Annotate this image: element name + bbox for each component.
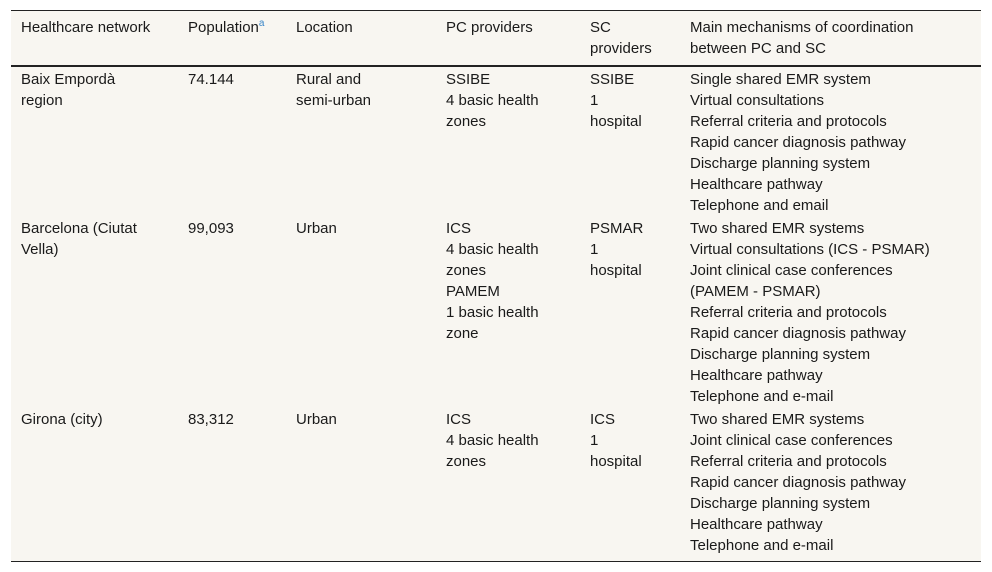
cell-location [296, 66, 446, 218]
table-header [11, 11, 981, 66]
cell-location-line: Urban [296, 220, 337, 237]
header-network-label: Healthcare network [21, 19, 151, 36]
cell-sc-providers-line: 1 [590, 241, 599, 258]
cell-mechanisms-line: Healthcare pathway [690, 516, 823, 533]
cell-pc-providers-line: zones [446, 262, 487, 279]
cell-location [296, 218, 446, 409]
cell-location [296, 409, 446, 558]
cell-population-value: 99,093 [188, 220, 234, 237]
cell-population [188, 218, 296, 409]
table-row [11, 66, 981, 218]
cell-mechanisms-line: Rapid cancer diagnosis pathway [690, 474, 906, 491]
header-location-label: Location [296, 19, 353, 36]
cell-mechanisms-line: Discharge planning system [690, 495, 871, 512]
cell-pc-providers-line: 4 basic health [446, 432, 539, 449]
header-network [11, 11, 188, 66]
table-body [11, 66, 981, 558]
cell-mechanisms-line: Referral criteria and protocols [690, 113, 887, 130]
cell-population-value: 83,312 [188, 411, 234, 428]
cell-sc-providers [590, 66, 690, 218]
header-pc-label: PC providers [446, 19, 533, 36]
cell-pc-providers-line: zone [446, 325, 479, 342]
cell-mechanisms-line: Telephone and e-mail [690, 388, 834, 405]
cell-mechanisms-line: (PAMEM - PSMAR) [690, 283, 821, 300]
cell-pc-providers-line: SSIBE [446, 71, 491, 88]
cell-mechanisms-line: Telephone and e-mail [690, 537, 834, 554]
header-population [188, 11, 296, 66]
cell-mechanisms-line: Single shared EMR system [690, 71, 871, 88]
cell-mechanisms [690, 409, 981, 558]
cell-network-line: Girona (city) [21, 411, 103, 428]
cell-pc-providers-line: zones [446, 453, 487, 470]
cell-sc-providers-line: hospital [590, 262, 642, 279]
cell-mechanisms-line: Joint clinical case conferences [690, 262, 893, 279]
header-row [11, 11, 981, 66]
header-mechanisms-label-line1: Main mechanisms of coordination [690, 19, 914, 36]
table-row [11, 409, 981, 558]
header-sc-label-line1: SC [590, 19, 611, 36]
cell-pc-providers-line: 4 basic health [446, 241, 539, 258]
header-population-label: Population [188, 19, 259, 36]
cell-mechanisms-line: Telephone and email [690, 197, 829, 214]
cell-mechanisms-line: Virtual consultations [690, 92, 824, 109]
cell-network [11, 218, 188, 409]
cell-location-line: Urban [296, 411, 337, 428]
header-mechanisms-label-line2: between PC and SC [690, 40, 826, 57]
cell-pc-providers-line: 1 basic health [446, 304, 539, 321]
cell-sc-providers-line: ICS [590, 411, 616, 428]
cell-mechanisms [690, 66, 981, 218]
cell-sc-providers-line: SSIBE [590, 71, 635, 88]
cell-pc-providers [446, 409, 590, 558]
coordination-table [11, 11, 981, 558]
header-sc-providers [590, 11, 690, 66]
header-sc-label-line2: providers [590, 40, 652, 57]
cell-pc-providers-line: PAMEM [446, 283, 500, 300]
header-mechanisms [690, 11, 981, 66]
cell-pc-providers-line: ICS [446, 220, 472, 237]
cell-mechanisms-line: Discharge planning system [690, 346, 871, 363]
cell-mechanisms-line: Healthcare pathway [690, 367, 823, 384]
cell-mechanisms-line: Virtual consultations (ICS - PSMAR) [690, 241, 930, 258]
coordination-table-container [11, 10, 981, 562]
cell-network-line: Baix Empordà [21, 71, 116, 88]
cell-mechanisms-line: Discharge planning system [690, 155, 871, 172]
cell-mechanisms-line: Rapid cancer diagnosis pathway [690, 134, 906, 151]
cell-location-line: semi-urban [296, 92, 372, 109]
cell-mechanisms-line: Referral criteria and protocols [690, 453, 887, 470]
cell-population [188, 66, 296, 218]
cell-sc-providers-line: 1 [590, 432, 599, 449]
cell-network-line: Barcelona (Ciutat [21, 220, 137, 237]
cell-network-line: Vella) [21, 241, 59, 258]
cell-sc-providers-line: hospital [590, 113, 642, 130]
cell-network-line: region [21, 92, 63, 109]
cell-pc-providers [446, 218, 590, 409]
cell-population [188, 409, 296, 558]
cell-sc-providers [590, 409, 690, 558]
cell-pc-providers-line: ICS [446, 411, 472, 428]
cell-mechanisms-line: Two shared EMR systems [690, 220, 865, 237]
table-row [11, 218, 981, 409]
cell-mechanisms-line: Two shared EMR systems [690, 411, 865, 428]
population-footnote-marker[interactable]: a [258, 18, 265, 29]
cell-sc-providers-line: 1 [590, 92, 599, 109]
cell-mechanisms-line: Rapid cancer diagnosis pathway [690, 325, 906, 342]
cell-pc-providers [446, 66, 590, 218]
cell-network [11, 66, 188, 218]
cell-sc-providers-line: PSMAR [590, 220, 644, 237]
cell-mechanisms-line: Referral criteria and protocols [690, 304, 887, 321]
cell-location-line: Rural and [296, 71, 362, 88]
header-location [296, 11, 446, 66]
cell-sc-providers [590, 218, 690, 409]
cell-pc-providers-line: 4 basic health [446, 92, 539, 109]
cell-population-value: 74.144 [188, 71, 234, 88]
cell-pc-providers-line: zones [446, 113, 487, 130]
cell-network [11, 409, 188, 558]
header-pc-providers [446, 11, 590, 66]
cell-mechanisms [690, 218, 981, 409]
cell-sc-providers-line: hospital [590, 453, 642, 470]
cell-mechanisms-line: Healthcare pathway [690, 176, 823, 193]
cell-mechanisms-line: Joint clinical case conferences [690, 432, 893, 449]
